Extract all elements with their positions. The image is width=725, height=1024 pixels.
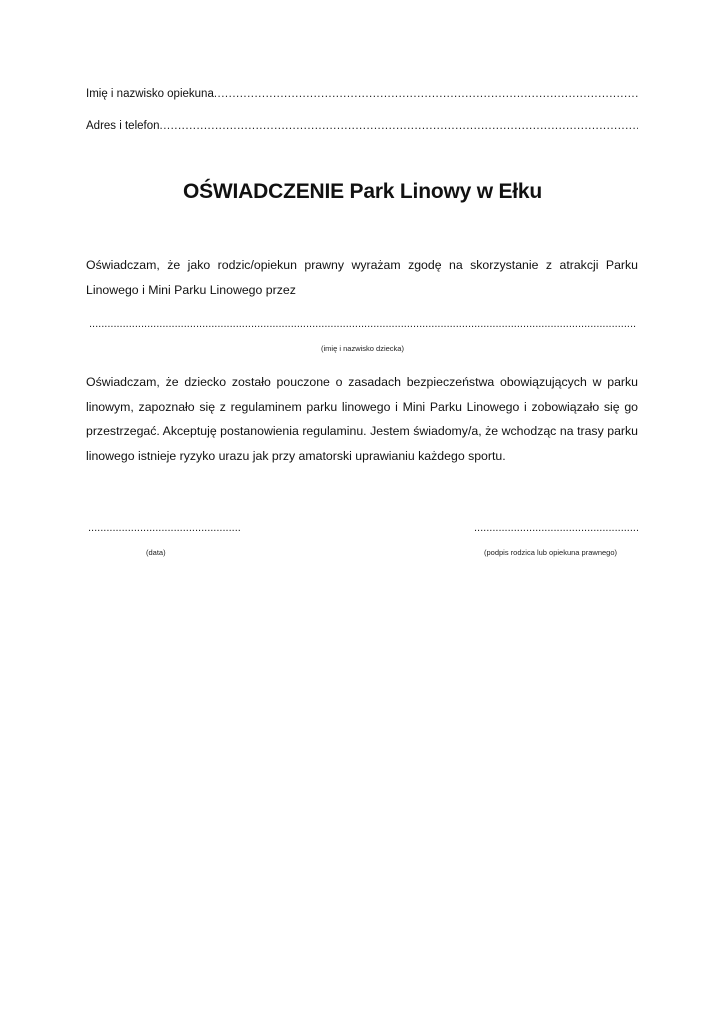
address-phone-label: Adres i telefon [86,120,160,132]
child-name-caption: (imię i nazwisko dziecka) [321,344,404,353]
signature-field[interactable] [474,522,638,536]
address-phone-field[interactable] [86,120,638,132]
consent-paragraph: Oświadczam, że jako rodzic/opiekun prawny wyrażam zgodę na skorzystanie z atrakcji Parku Linowego i Mini Parku Linowego przez [86,258,638,297]
date-caption: (data) [146,548,166,557]
address-phone-dots [160,120,638,132]
guardian-name-dots [214,88,638,100]
child-name-field[interactable] [89,318,637,332]
document-title: OŚWIADCZENIE Park Linowy w Ełku [182,180,543,203]
date-field[interactable] [88,522,241,536]
guardian-name-field[interactable] [86,88,638,100]
rules-paragraph: Oświadczam, że dziecko zostało pouczone o zasadach bezpieczeństwa obowiązujących w parku linowym, zapoznało się z regulaminem parku linowego i Mini Parku Linowego i zobowiązało się go przestrzegać. Akceptuję postanowienia regulaminu. Jestem świadomy/a, że wchodząc na trasy parku linowego istnieje ryzyko urazu jak przy amatorski uprawianiu każdego sportu. [86,375,638,463]
signature-caption: (podpis rodzica lub opiekuna prawnego) [484,548,618,557]
guardian-name-label: Imię i nazwisko opiekuna [86,88,214,100]
